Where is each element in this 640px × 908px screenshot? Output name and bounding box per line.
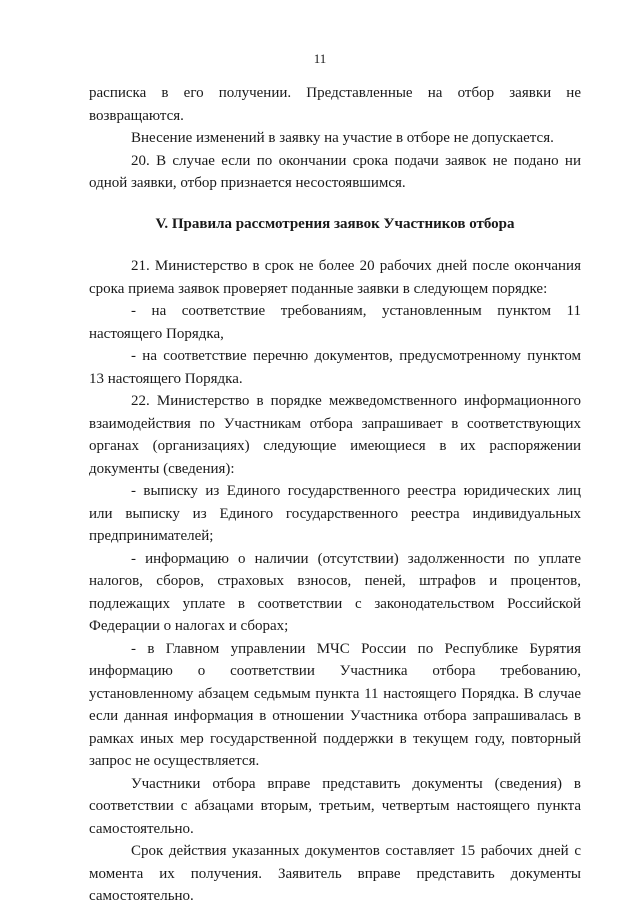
paragraph: - в Главном управлении МЧС России по Республике Бурятия информацию о соответствии Участника отбора требованию, установленному абзацем седьмым пункта 11 настоящего Порядка. В случае если данная информация в отношении Участника отбора запрашивалась в рамках иных мер государственной поддержки в текущем году, повторный запрос не осуществляется. [89,640,581,769]
section-heading: V. Правила рассмотрения заявок Участников отбора [155,215,515,232]
paragraphs-before-heading [89,82,581,195]
paragraph: Участники отбора вправе представить документы (сведения) в соответствии с абзацами вторым, третьим, четвертым настоящего пункта самостоятельно. [89,775,581,837]
document-body [89,82,581,908]
paragraph: расписка в его получении. Представленные на отбор заявки не возвращаются. [89,85,581,124]
paragraph: 21. Министерство в срок не более 20 рабочих дней после окончания срока приема заявок проверяет поданные заявки в следующем порядке: [89,258,581,297]
paragraph: - на соответствие требованиям, установленным пунктом 11 настоящего Порядка, [89,303,581,342]
paragraph: 20. В случае если по окончании срока подачи заявок не подано ни одной заявки, отбор признается несостоявшимся. [89,152,581,191]
page-number: 11 [313,51,327,66]
paragraph: Срок действия указанных документов составляет 15 рабочих дней с момента их получения. Заявитель вправе представить документы самостоятельно. [89,843,581,904]
paragraph: - информацию о наличии (отсутствии) задолженности по уплате налогов, сборов, страховых взносов, пеней, штрафов и процентов, подлежащих уплате в соответствии с законодательством Российской Федерации о налогах и сборах; [89,550,581,634]
paragraph: Внесение изменений в заявку на участие в отборе не допускается. [131,130,554,146]
paragraph: 22. Министерство в порядке межведомственного информационного взаимодействия по Участникам отбора запрашивает в соответствующих органах (организациях) следующие имеющиеся в их распоряжении документы (сведения): [89,393,581,477]
paragraph: - на соответствие перечню документов, предусмотренному пунктом 13 настоящего Порядка. [89,348,581,387]
paragraph: - выписку из Единого государственного реестра юридических лиц или выписку из Единого государственного реестра индивидуальных предпринимателей; [89,483,581,544]
paragraphs-after-heading [89,255,581,908]
